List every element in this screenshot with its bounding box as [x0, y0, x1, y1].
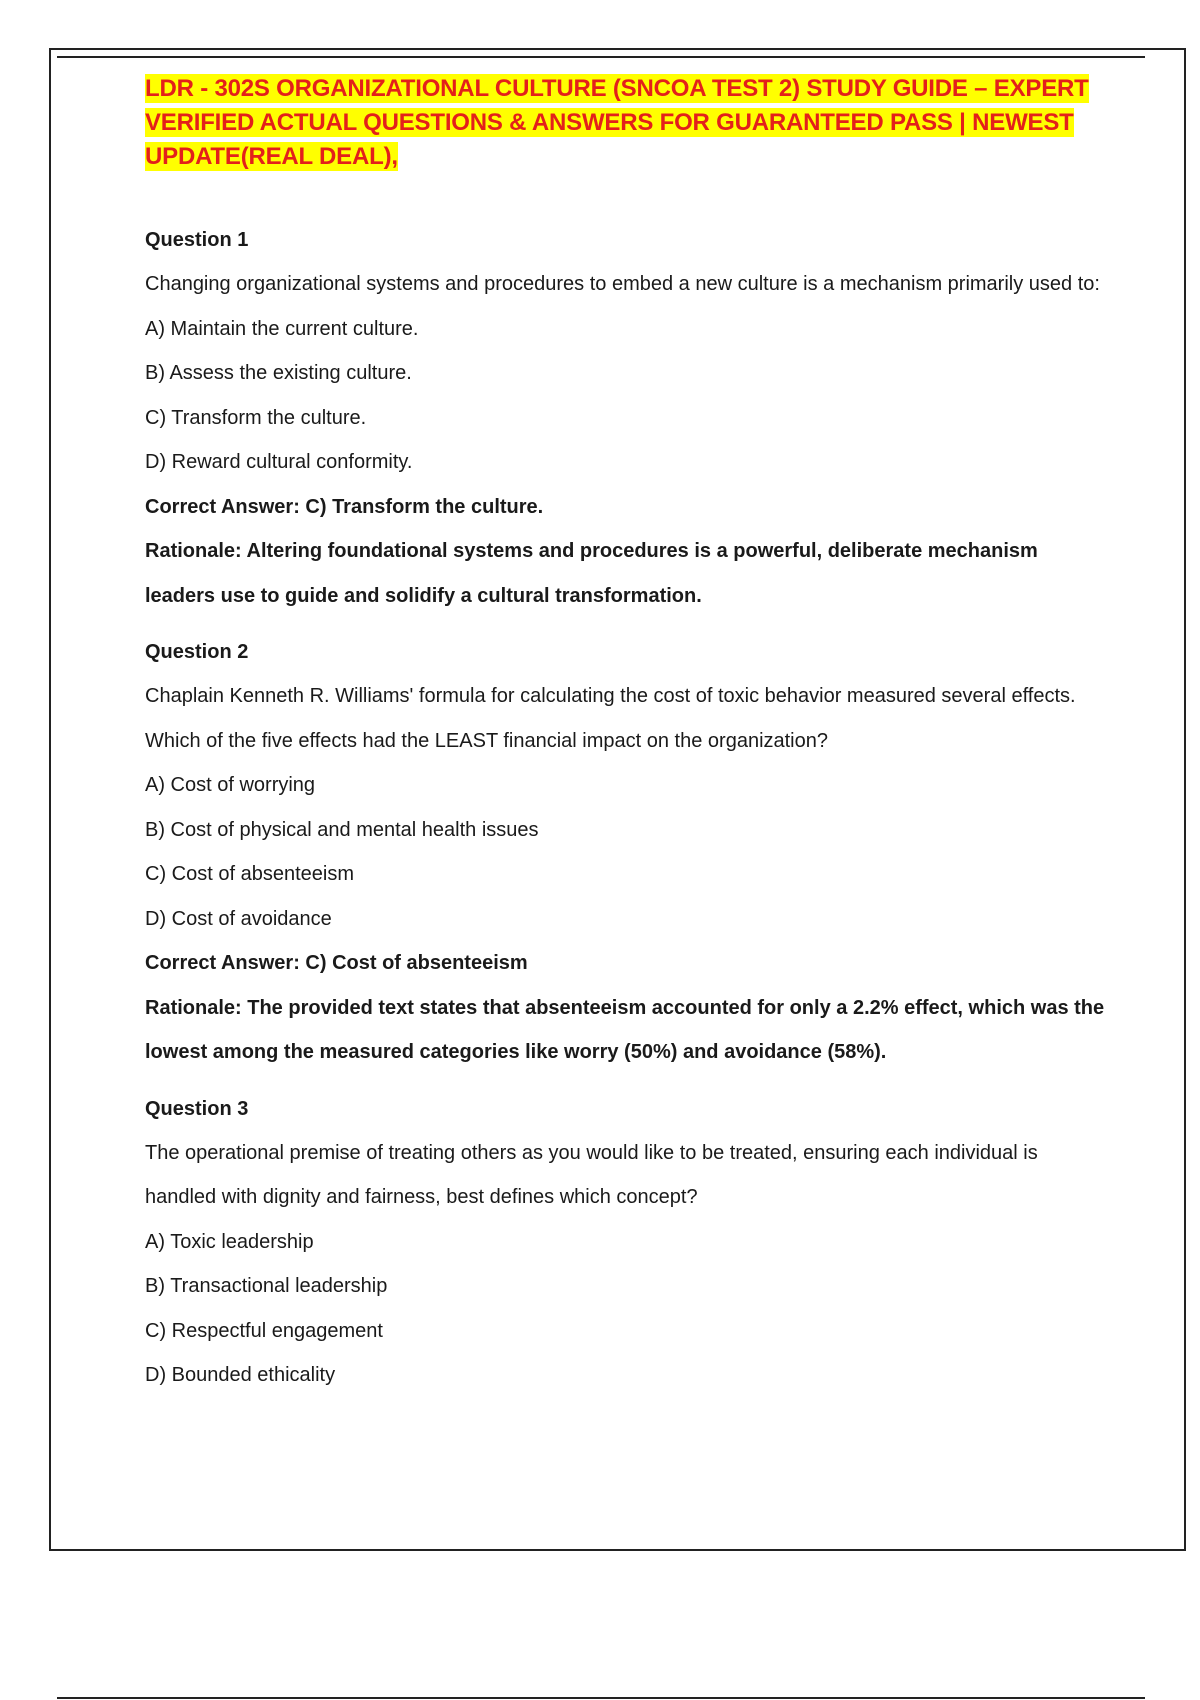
answer-option-c: C) Respectful engagement: [145, 1319, 383, 1342]
question-heading: Question 1: [145, 229, 249, 251]
answer-option-b: B) Transactional leadership: [145, 1275, 388, 1297]
answer-option-d: D) Reward cultural conformity.: [145, 451, 413, 473]
top-divider: [57, 56, 1145, 58]
answer-option-a: A) Toxic leadership: [145, 1230, 314, 1253]
document-title: [145, 72, 1105, 174]
question-stem: Chaplain Kenneth R. Williams' formula for calculating the cost of toxic behavior measured several effects. Which of the five effects had the LEAST financial impact on the organization?: [145, 685, 1076, 752]
question-block-2: [145, 630, 1105, 1075]
answer-option-d: D) Bounded ethicality: [145, 1364, 336, 1386]
answer-option-c: C) Cost of absenteeism: [145, 863, 354, 885]
question-heading: Question 2: [145, 641, 249, 663]
question-block-1: [145, 218, 1105, 618]
rationale: Rationale: Altering foundational systems and procedures is a powerful, deliberate mechanism leaders use to guide and solidify a cultural transformation.: [145, 540, 1038, 607]
correct-answer: Correct Answer: C) Transform the culture.: [145, 495, 544, 518]
document-body: [145, 72, 1105, 1398]
correct-answer: Correct Answer: C) Cost of absenteeism: [145, 952, 528, 974]
document-title-text: LDR - 302S ORGANIZATIONAL CULTURE (SNCOA TEST 2) STUDY GUIDE – EXPERT VERIFIED ACTUAL QUESTIONS & ANSWERS FOR GUARANTEED PASS | NEWEST UPDATE(REAL DEAL),: [145, 75, 1089, 170]
answer-option-d: D) Cost of avoidance: [145, 907, 332, 930]
rationale: Rationale: The provided text states that absenteeism accounted for only a 2.2% effect, which was the lowest among the measured categories like worry (50%) and avoidance (58%).: [145, 996, 1105, 1063]
answer-option-a: A) Maintain the current culture.: [145, 317, 419, 340]
question-stem: Changing organizational systems and procedures to embed a new culture is a mechanism primarily used to:: [145, 273, 1100, 295]
question-heading: Question 3: [145, 1097, 249, 1120]
answer-option-b: B) Assess the existing culture.: [145, 362, 412, 384]
question-block-3: [145, 1087, 1105, 1398]
answer-option-a: A) Cost of worrying: [145, 774, 316, 796]
answer-option-b: B) Cost of physical and mental health issues: [145, 818, 539, 841]
bottom-divider: [57, 1697, 1145, 1699]
question-stem: The operational premise of treating others as you would like to be treated, ensuring each individual is handled with dignity and fairness, best defines which concept?: [145, 1141, 1038, 1208]
answer-option-c: C) Transform the culture.: [145, 406, 367, 429]
